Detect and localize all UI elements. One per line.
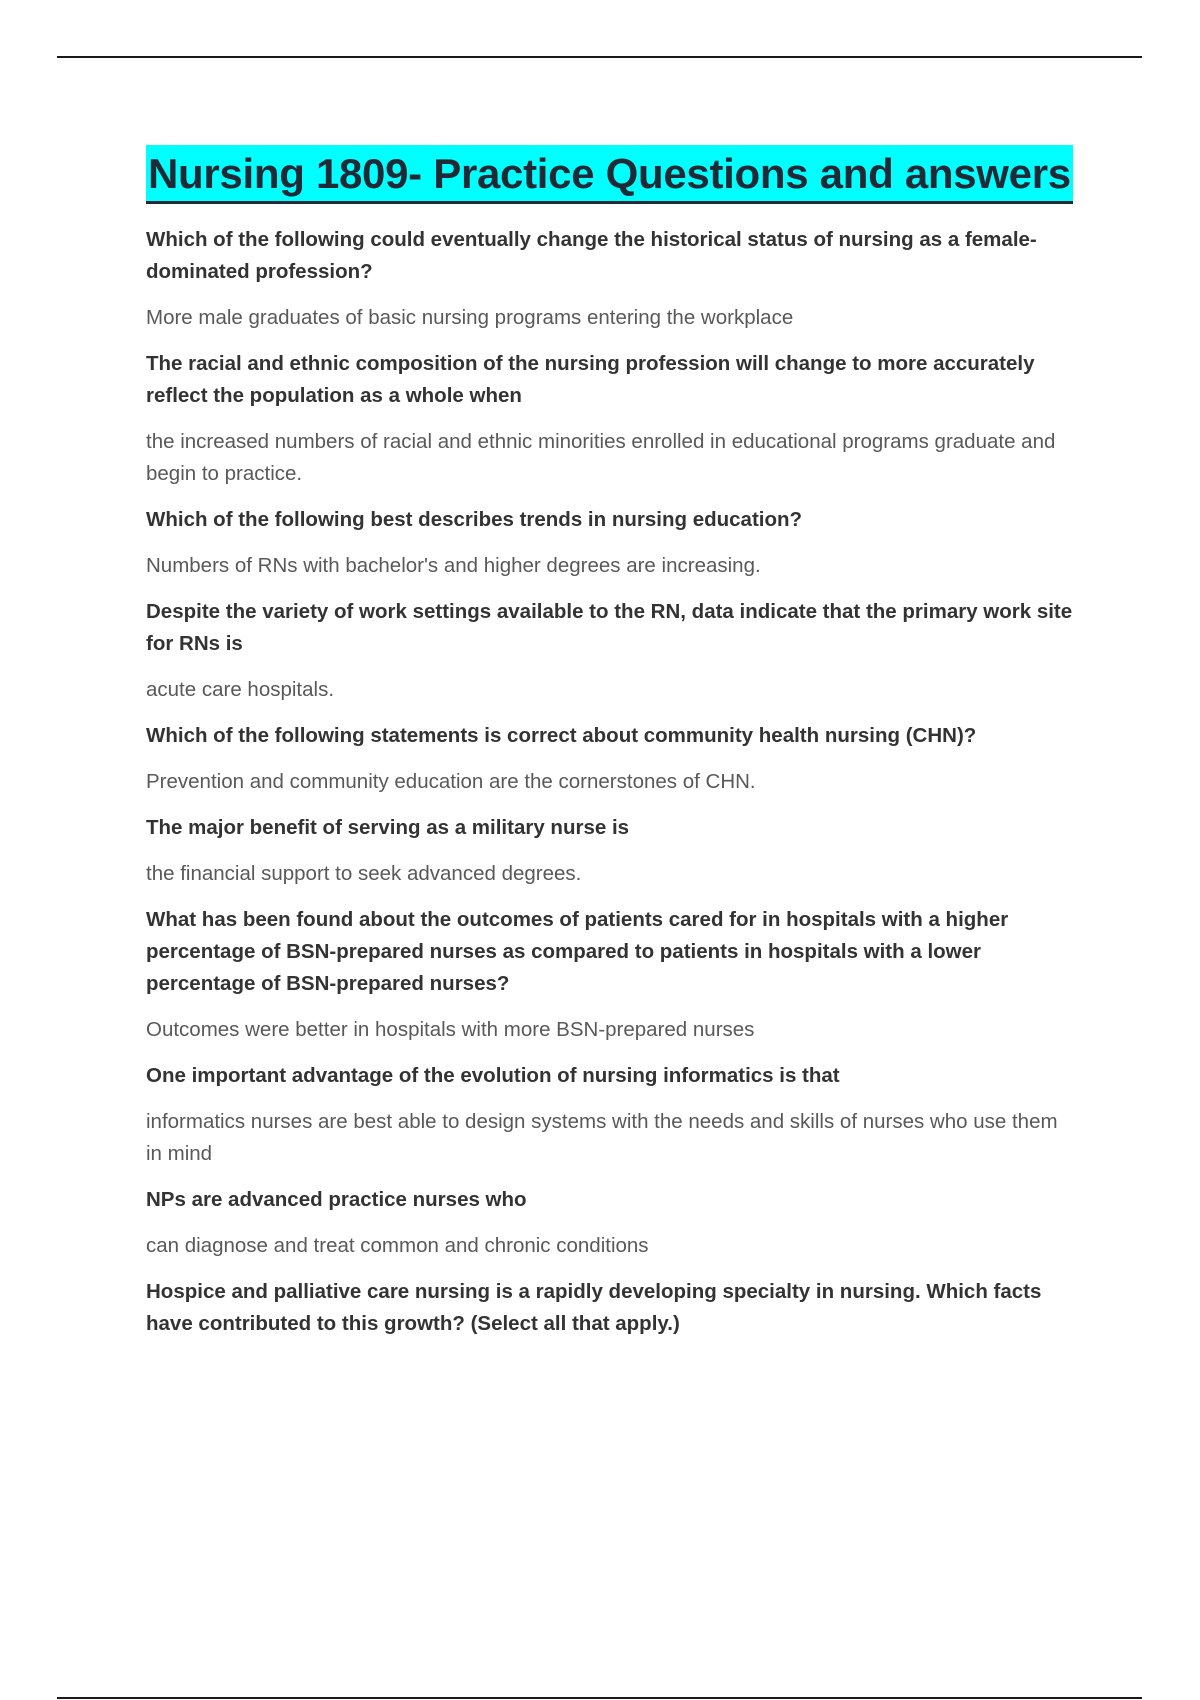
question-text: Hospice and palliative care nursing is a rapidly developing specialty in nursing. Which facts have contributed to this growth? (Select all that apply.) <box>146 1280 1042 1335</box>
qa-item-10 <box>146 1276 1076 1340</box>
qa-item-4 <box>146 596 1076 706</box>
answer-text: the increased numbers of racial and ethnic minorities enrolled in educational programs graduate and begin to practice. <box>146 430 1056 485</box>
qa-item-7 <box>146 904 1076 1046</box>
question-text: Which of the following could eventually change the historical status of nursing as a female-dominated profession? <box>146 228 1037 283</box>
question-text: The major benefit of serving as a military nurse is <box>146 816 630 839</box>
question-text: NPs are advanced practice nurses who <box>146 1188 527 1211</box>
qa-item-8 <box>146 1060 1076 1170</box>
question-text: Which of the following best describes trends in nursing education? <box>146 508 803 531</box>
qa-item-1 <box>146 224 1076 334</box>
question-text: Despite the variety of work settings available to the RN, data indicate that the primary work site for RNs is <box>146 600 1073 655</box>
answer-text: informatics nurses are best able to design systems with the needs and skills of nurses who use them in mind <box>146 1110 1058 1165</box>
answer-text: More male graduates of basic nursing programs entering the workplace <box>146 306 794 329</box>
question-text: What has been found about the outcomes of patients cared for in hospitals with a higher percentage of BSN-prepared nurses as compared to patients in hospitals with a lower percentage of BSN-prepared nurses? <box>146 908 1009 995</box>
answer-text: acute care hospitals. <box>146 678 335 701</box>
bottom-divider <box>57 1697 1142 1699</box>
qa-item-9 <box>146 1184 1076 1262</box>
answer-text: the financial support to seek advanced degrees. <box>146 862 582 885</box>
answer-text: Outcomes were better in hospitals with more BSN-prepared nurses <box>146 1018 755 1041</box>
document-body <box>146 145 1076 1354</box>
qa-item-2 <box>146 348 1076 490</box>
question-text: The racial and ethnic composition of the nursing profession will change to more accurately reflect the population as a whole when <box>146 352 1035 407</box>
answer-text: Numbers of RNs with bachelor's and higher degrees are increasing. <box>146 554 761 577</box>
qa-item-6 <box>146 812 1076 890</box>
question-text: Which of the following statements is correct about community health nursing (CHN)? <box>146 724 977 747</box>
answer-text: Prevention and community education are the cornerstones of CHN. <box>146 770 756 793</box>
question-text: One important advantage of the evolution of nursing informatics is that <box>146 1064 840 1087</box>
top-divider <box>57 56 1142 58</box>
page-title: Nursing 1809- Practice Questions and answers <box>146 145 1073 204</box>
qa-item-3 <box>146 504 1076 582</box>
answer-text: can diagnose and treat common and chronic conditions <box>146 1234 649 1257</box>
qa-item-5 <box>146 720 1076 798</box>
